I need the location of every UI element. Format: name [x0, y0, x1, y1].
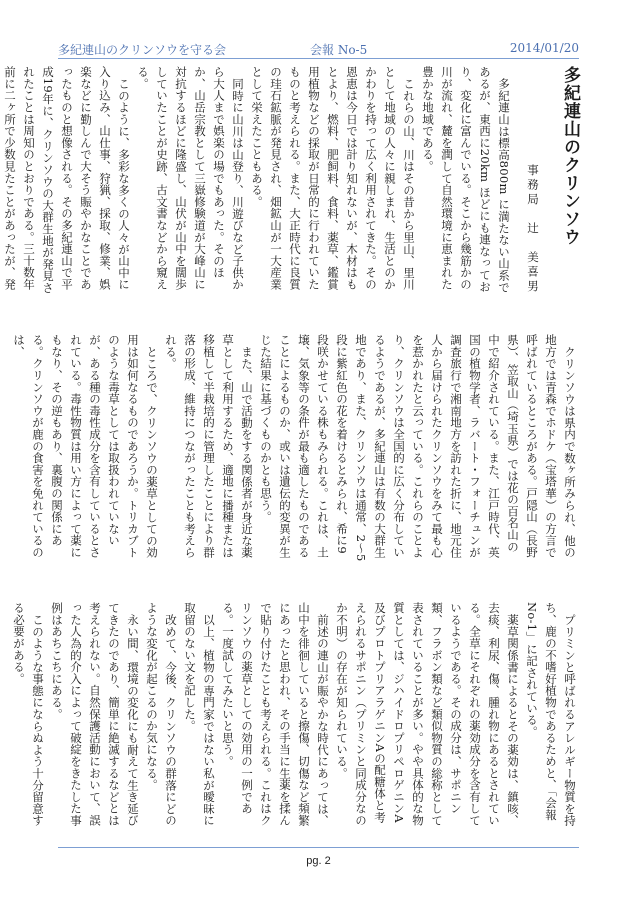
paragraph: 改めて、今後、クリンソウの群落にどのような変化が起こるのか気になる。 [145, 602, 178, 826]
page-header [58, 41, 579, 59]
paragraph: これらの山、川はその昔から里山、里川として地域の人々に親しまれ、生活とのかかわりを持って広く利用されてきた。その恩恵は今日では計り知れないが、木材はもとより、燃料、肥飼料、食料、薬草、鑑賞用植物などの採取が日常的に行われていたものと考えられる。また、大正時代に良質の珪石鉱脈が発見され、畑鉱山が一大産業として栄えたこともある。 [250, 66, 416, 291]
paragraph: 前述の連山が賑やかな時代にあっては、山中を徘徊していると擦傷、切傷など頻繁にあったと思われ、その手当に生薬を揉んで貼り付けたことも考えられる。これはクリンソウの薬草としての効用の一例である。一度試してみたいと思う。 [221, 602, 330, 827]
paragraph: 永い間、環境の変化にも耐えて生き延びてきたのであり、簡単に絶滅するなどとは考えられない。自然保護活動において、誤った人為的介入によって破綻をきたした事例はあちこちにある。 [50, 602, 140, 827]
paragraph: このような事態にならぬよう十分留意する必要がある。 [12, 602, 45, 826]
header-organization: 多紀連山のクリンソウを守る会 [58, 43, 227, 57]
text-band-top [3, 66, 580, 294]
page-number: pg. 2 [306, 855, 331, 867]
text-band-bottom [12, 602, 579, 830]
header-issue: 会報 No-5 [310, 43, 368, 57]
text-band-middle [12, 334, 579, 562]
paragraph: 多紀連山は標高800m に満たない山系であるが、東西に20km ほどにも連なっており、変化に富んでいる。そこから幾筋かの川が流れ、麓を潤して自然環境に恵まれた豊かな地域である。 [421, 66, 511, 293]
article-title: 多紀連山のクリンソウ [560, 66, 580, 246]
paragraph: プリミンと呼ばれるアレルギー物質を持ち、鹿の不嗜好植物であるためと、「会報 No-1」に記されている。 [525, 602, 577, 826]
article-body [3, 66, 580, 840]
footer-rule [58, 847, 579, 848]
header-rule [58, 58, 579, 59]
paragraph: ところで、クリンソウの薬草としての効用は如何なるものであろうか。トリカブトのような毒草としては取扱われていないが、ある種の毒性成分を含有しているとされている。毒性物質は用い方によって薬にもなり、その逆もあり、裏腹の関係にある。クリンソウが鹿の食害を免れているのは、 [12, 334, 159, 559]
paragraph: 薬草関係書によるとその薬効は、鎮咳、去痰、利尿、傷、腫れ物にあるとされている。全草にそれぞれの薬効成分を含有しているようである。その成分は、サポニン類、フラボン類など類似物質の総称として表されていることが多い。やや具体的な物質としては、ジハイドロプリペロゲニンA及びプロトプリアラゲニンAの配糖体と考えられるサポニン（プリミンと同成分なのか不明）の存在が知られている。 [335, 602, 520, 827]
vertical-text-top [0, 66, 579, 294]
paragraph: クリンソウは県内で数ヶ所みられ、他の地方では青森でホドケ（宝塔華）の方言で呼ばれているところがある。戸隠山（長野県）、笠取山（埼玉県）では花の百名山の中で紹介されている。また、江戸時代、英国の植物学者、ラバート・フォーチュンが調査旅行で湘南地方を訪れた折に、地元住人から届けられたクリンソウをみて最も心を惹かれたと云っている。これらのことより、クリンソウは全国的に広く分布しているようであるが、多紀連山は有数の大群生地であり、また、クリンソウは通常、2～5段に紫紅色の花を着けるとみられ、希に9段咲かせている株もみられる。これは、土壌、気象等の条件が最も適したものであることによるものか、或いは遺伝的変異が生じた結果に基づくものかとも思う。 [259, 334, 577, 562]
paragraph: 以上、植物の専門家ではない私が曖昧に取留のない文を記した。 [183, 602, 216, 826]
vertical-text-middle [9, 334, 579, 562]
paragraph: 同時に山川は山登り、川遊びなど子供から大人まで娯楽の場でもあった。そのほか、山岳宗教として三嶽修験道が大峰山に対抗するほどに隆盛し、山伏が山中を闊歩していたことが史跡、古文書などから窺える。 [136, 66, 245, 291]
header-date: 2014/01/20 [509, 41, 579, 55]
paragraph: また、山で活動をする関係者が身近な薬草として利用するため、適地に播種または移植して半栽培的に管理したことにより群落の形成、維持につながったことも考えられる。 [164, 334, 254, 559]
paragraph: このように、多彩な多くの人々が山中に入り込み、山仕事、狩猟、採取、修業、娯楽などに勤しんで大そう賑やかなことであったものと想像される。その多紀連山で平成19年に、クリンソウの大群生地が発見されたことは周知のとおりである。三十数年前に二ヶ所で少数見たことがあったが、発 [3, 66, 131, 294]
vertical-text-bottom [9, 602, 579, 830]
article-byline: 事務局 辻 美喜男 [526, 163, 540, 294]
